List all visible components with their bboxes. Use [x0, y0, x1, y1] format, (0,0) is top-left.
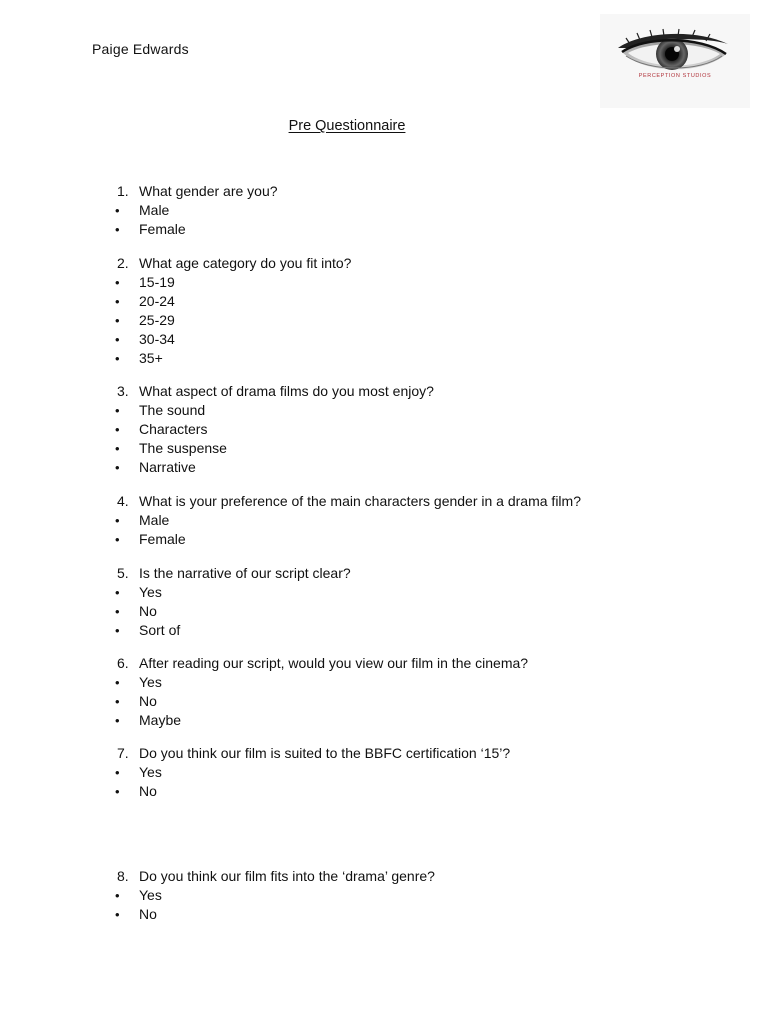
question-number: 2. [117, 255, 129, 271]
bullet-icon: • [115, 765, 120, 780]
question-text: After reading our script, would you view our film in the cinema? [139, 655, 529, 671]
option-item [112, 692, 712, 711]
option-item [112, 439, 712, 458]
question-line [112, 382, 712, 401]
bullet-icon: • [115, 294, 120, 309]
bullet-icon: • [115, 888, 120, 903]
bullet-icon: • [115, 675, 120, 690]
bullet-icon: • [115, 403, 120, 418]
option-label: The sound [139, 402, 206, 418]
question-number: 7. [117, 745, 129, 761]
option-label: 25-29 [139, 312, 175, 328]
question-line [112, 867, 712, 886]
question-number: 5. [117, 565, 129, 581]
question-line [112, 492, 712, 511]
bullet-icon: • [115, 460, 120, 475]
option-item [112, 349, 712, 368]
option-label: Yes [139, 887, 162, 903]
question-text: What is your preference of the main characters gender in a drama film? [139, 493, 581, 509]
bullet-icon: • [115, 694, 120, 709]
question-line [112, 182, 712, 201]
question-4 [112, 492, 712, 549]
question-3 [112, 382, 712, 477]
question-text: What aspect of drama films do you most enjoy? [139, 383, 434, 399]
option-item [112, 782, 712, 801]
option-label: No [139, 783, 157, 799]
option-item [112, 330, 712, 349]
question-1 [112, 182, 712, 239]
option-label: No [139, 603, 157, 619]
option-item [112, 530, 712, 549]
question-line [112, 744, 712, 763]
option-label: 15-19 [139, 274, 175, 290]
option-item [112, 621, 712, 640]
option-item [112, 292, 712, 311]
bullet-icon: • [115, 907, 120, 922]
option-item [112, 711, 712, 730]
option-label: Female [139, 531, 186, 547]
question-2 [112, 254, 712, 368]
option-item [112, 401, 712, 420]
bullet-icon: • [115, 441, 120, 456]
option-item [112, 602, 712, 621]
option-label: The suspense [139, 440, 227, 456]
bullet-icon: • [115, 351, 120, 366]
option-label: Narrative [139, 459, 196, 475]
bullet-icon: • [115, 784, 120, 799]
bullet-icon: • [115, 313, 120, 328]
option-label: 30-34 [139, 331, 175, 347]
question-6 [112, 654, 712, 730]
option-item [112, 273, 712, 292]
logo-text: PERCEPTION STUDIOS [638, 73, 712, 79]
bullet-icon: • [115, 203, 120, 218]
option-label: 20-24 [139, 293, 175, 309]
option-label: Maybe [139, 712, 182, 728]
question-number: 6. [117, 655, 129, 671]
question-line [112, 654, 712, 673]
option-label: Female [139, 221, 186, 237]
bullet-icon: • [115, 713, 120, 728]
question-text: Is the narrative of our script clear? [139, 565, 351, 581]
option-label: Yes [139, 674, 162, 690]
author-name: Paige Edwards [92, 41, 189, 57]
option-item [112, 763, 712, 782]
question-text: Do you think our film fits into the ‘drama’ genre? [139, 868, 435, 884]
option-label: Male [139, 512, 170, 528]
bullet-icon: • [115, 532, 120, 547]
question-number: 4. [117, 493, 129, 509]
page-title: Pre Questionnaire [288, 118, 406, 134]
question-line [112, 564, 712, 583]
option-item [112, 458, 712, 477]
bullet-icon: • [115, 332, 120, 347]
option-label: Characters [139, 421, 208, 437]
eye-logo [600, 14, 750, 108]
option-item [112, 220, 712, 239]
option-item [112, 311, 712, 330]
question-number: 1. [117, 183, 129, 199]
option-item [112, 673, 712, 692]
option-item [112, 511, 712, 530]
bullet-icon: • [115, 585, 120, 600]
bullet-icon: • [115, 222, 120, 237]
bullet-icon: • [115, 422, 120, 437]
option-label: No [139, 906, 157, 922]
option-label: Sort of [139, 622, 181, 638]
question-text: Do you think our film is suited to the BBFC certification ‘15’? [139, 745, 511, 761]
option-label: Yes [139, 764, 162, 780]
option-label: Yes [139, 584, 162, 600]
question-number: 3. [117, 383, 129, 399]
bullet-icon: • [115, 623, 120, 638]
eye-logo-icon [600, 14, 750, 108]
question-text: What gender are you? [139, 183, 278, 199]
option-label: Male [139, 202, 170, 218]
question-7 [112, 744, 712, 801]
option-item [112, 583, 712, 602]
question-text: What age category do you fit into? [139, 255, 352, 271]
bullet-icon: • [115, 513, 120, 528]
option-item [112, 905, 712, 924]
option-item [112, 886, 712, 905]
option-item [112, 420, 712, 439]
bullet-icon: • [115, 604, 120, 619]
option-label: 35+ [139, 350, 163, 366]
question-5 [112, 564, 712, 640]
question-line [112, 254, 712, 273]
question-number: 8. [117, 868, 129, 884]
option-item [112, 201, 712, 220]
option-label: No [139, 693, 157, 709]
question-8 [112, 867, 712, 924]
bullet-icon: • [115, 275, 120, 290]
